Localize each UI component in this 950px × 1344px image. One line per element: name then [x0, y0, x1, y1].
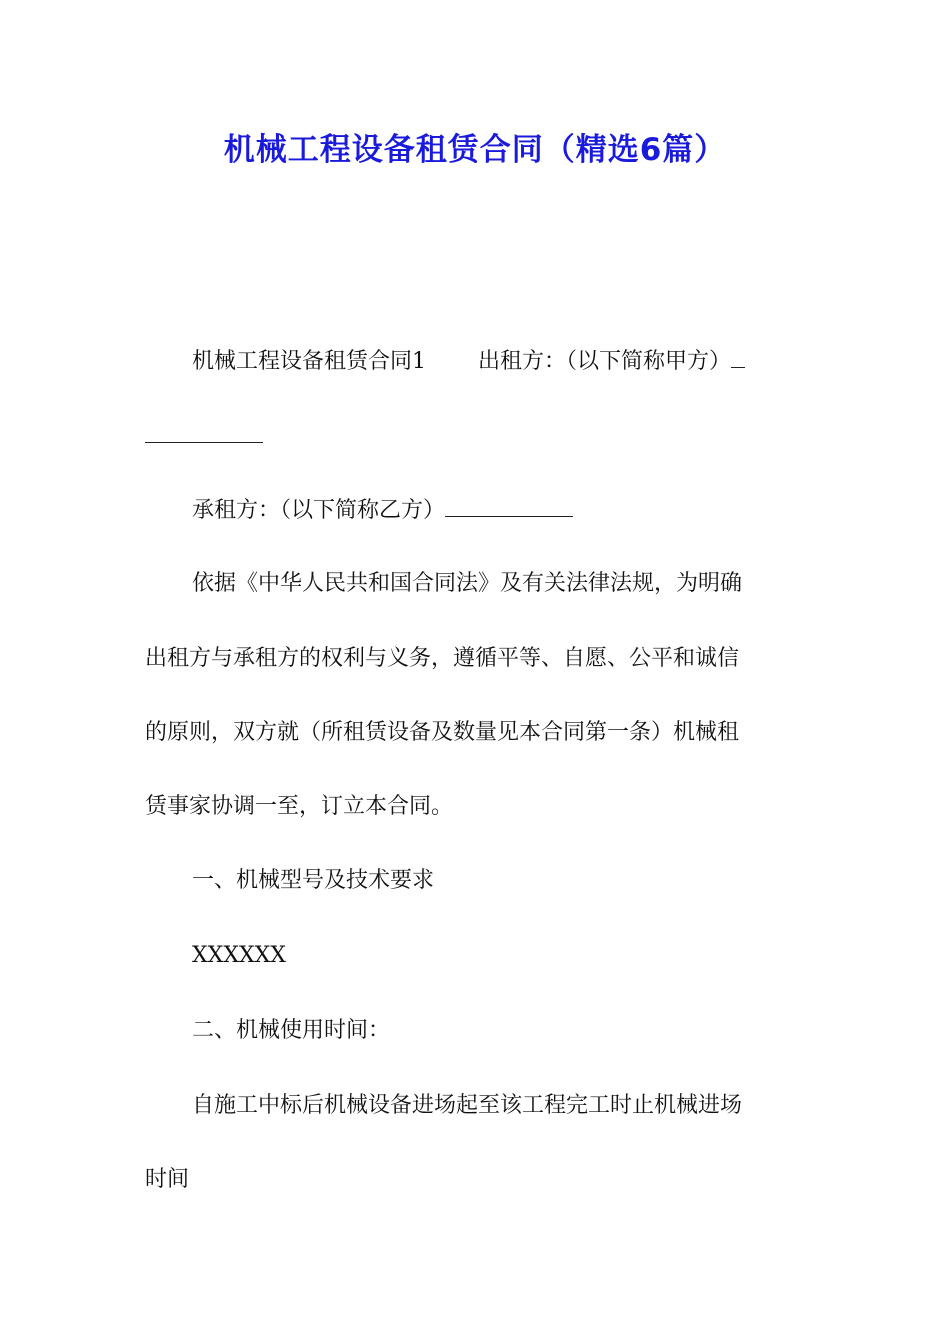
- preamble-line-4: 赁事家协调一至，订立本合同。: [145, 794, 454, 819]
- section2-content-line-1: 自施工中标后机械设备进场起至该工程完工时止机械进场: [192, 1093, 743, 1118]
- section2-content-line-2: 时间: [145, 1167, 190, 1192]
- lessee-label: 承租方：（以下简称乙方）: [192, 498, 446, 523]
- preamble-line-1: 依据《中华人民共和国合同法》及有关法律法规，为明确: [192, 571, 743, 596]
- lessor-blank-line: [145, 420, 815, 452]
- lessor-label: 出租方：（以下简称甲方）: [478, 349, 732, 374]
- section1-content: XXXXXX: [192, 943, 286, 968]
- document-title: 机械工程设备租赁合同（精选6篇）: [223, 132, 727, 168]
- preamble-line-2: 出租方与承租方的权利与义务，遵循平等、自愿、公平和诚信: [145, 646, 740, 671]
- lessor-blank: [145, 420, 263, 443]
- preamble-line-3: 的原则，双方就（所租赁设备及数量见本合同第一条）机械租: [145, 720, 740, 745]
- contract-intro-line: [145, 345, 862, 377]
- contract-heading: 机械工程设备租赁合同1: [192, 349, 426, 374]
- section2-heading: 二、机械使用时间：: [192, 1018, 391, 1043]
- lessee-blank: [445, 494, 573, 517]
- section1-heading: 一、机械型号及技术要求: [192, 868, 435, 893]
- lessee-line: [145, 494, 862, 526]
- lessor-blank-start: [731, 345, 745, 368]
